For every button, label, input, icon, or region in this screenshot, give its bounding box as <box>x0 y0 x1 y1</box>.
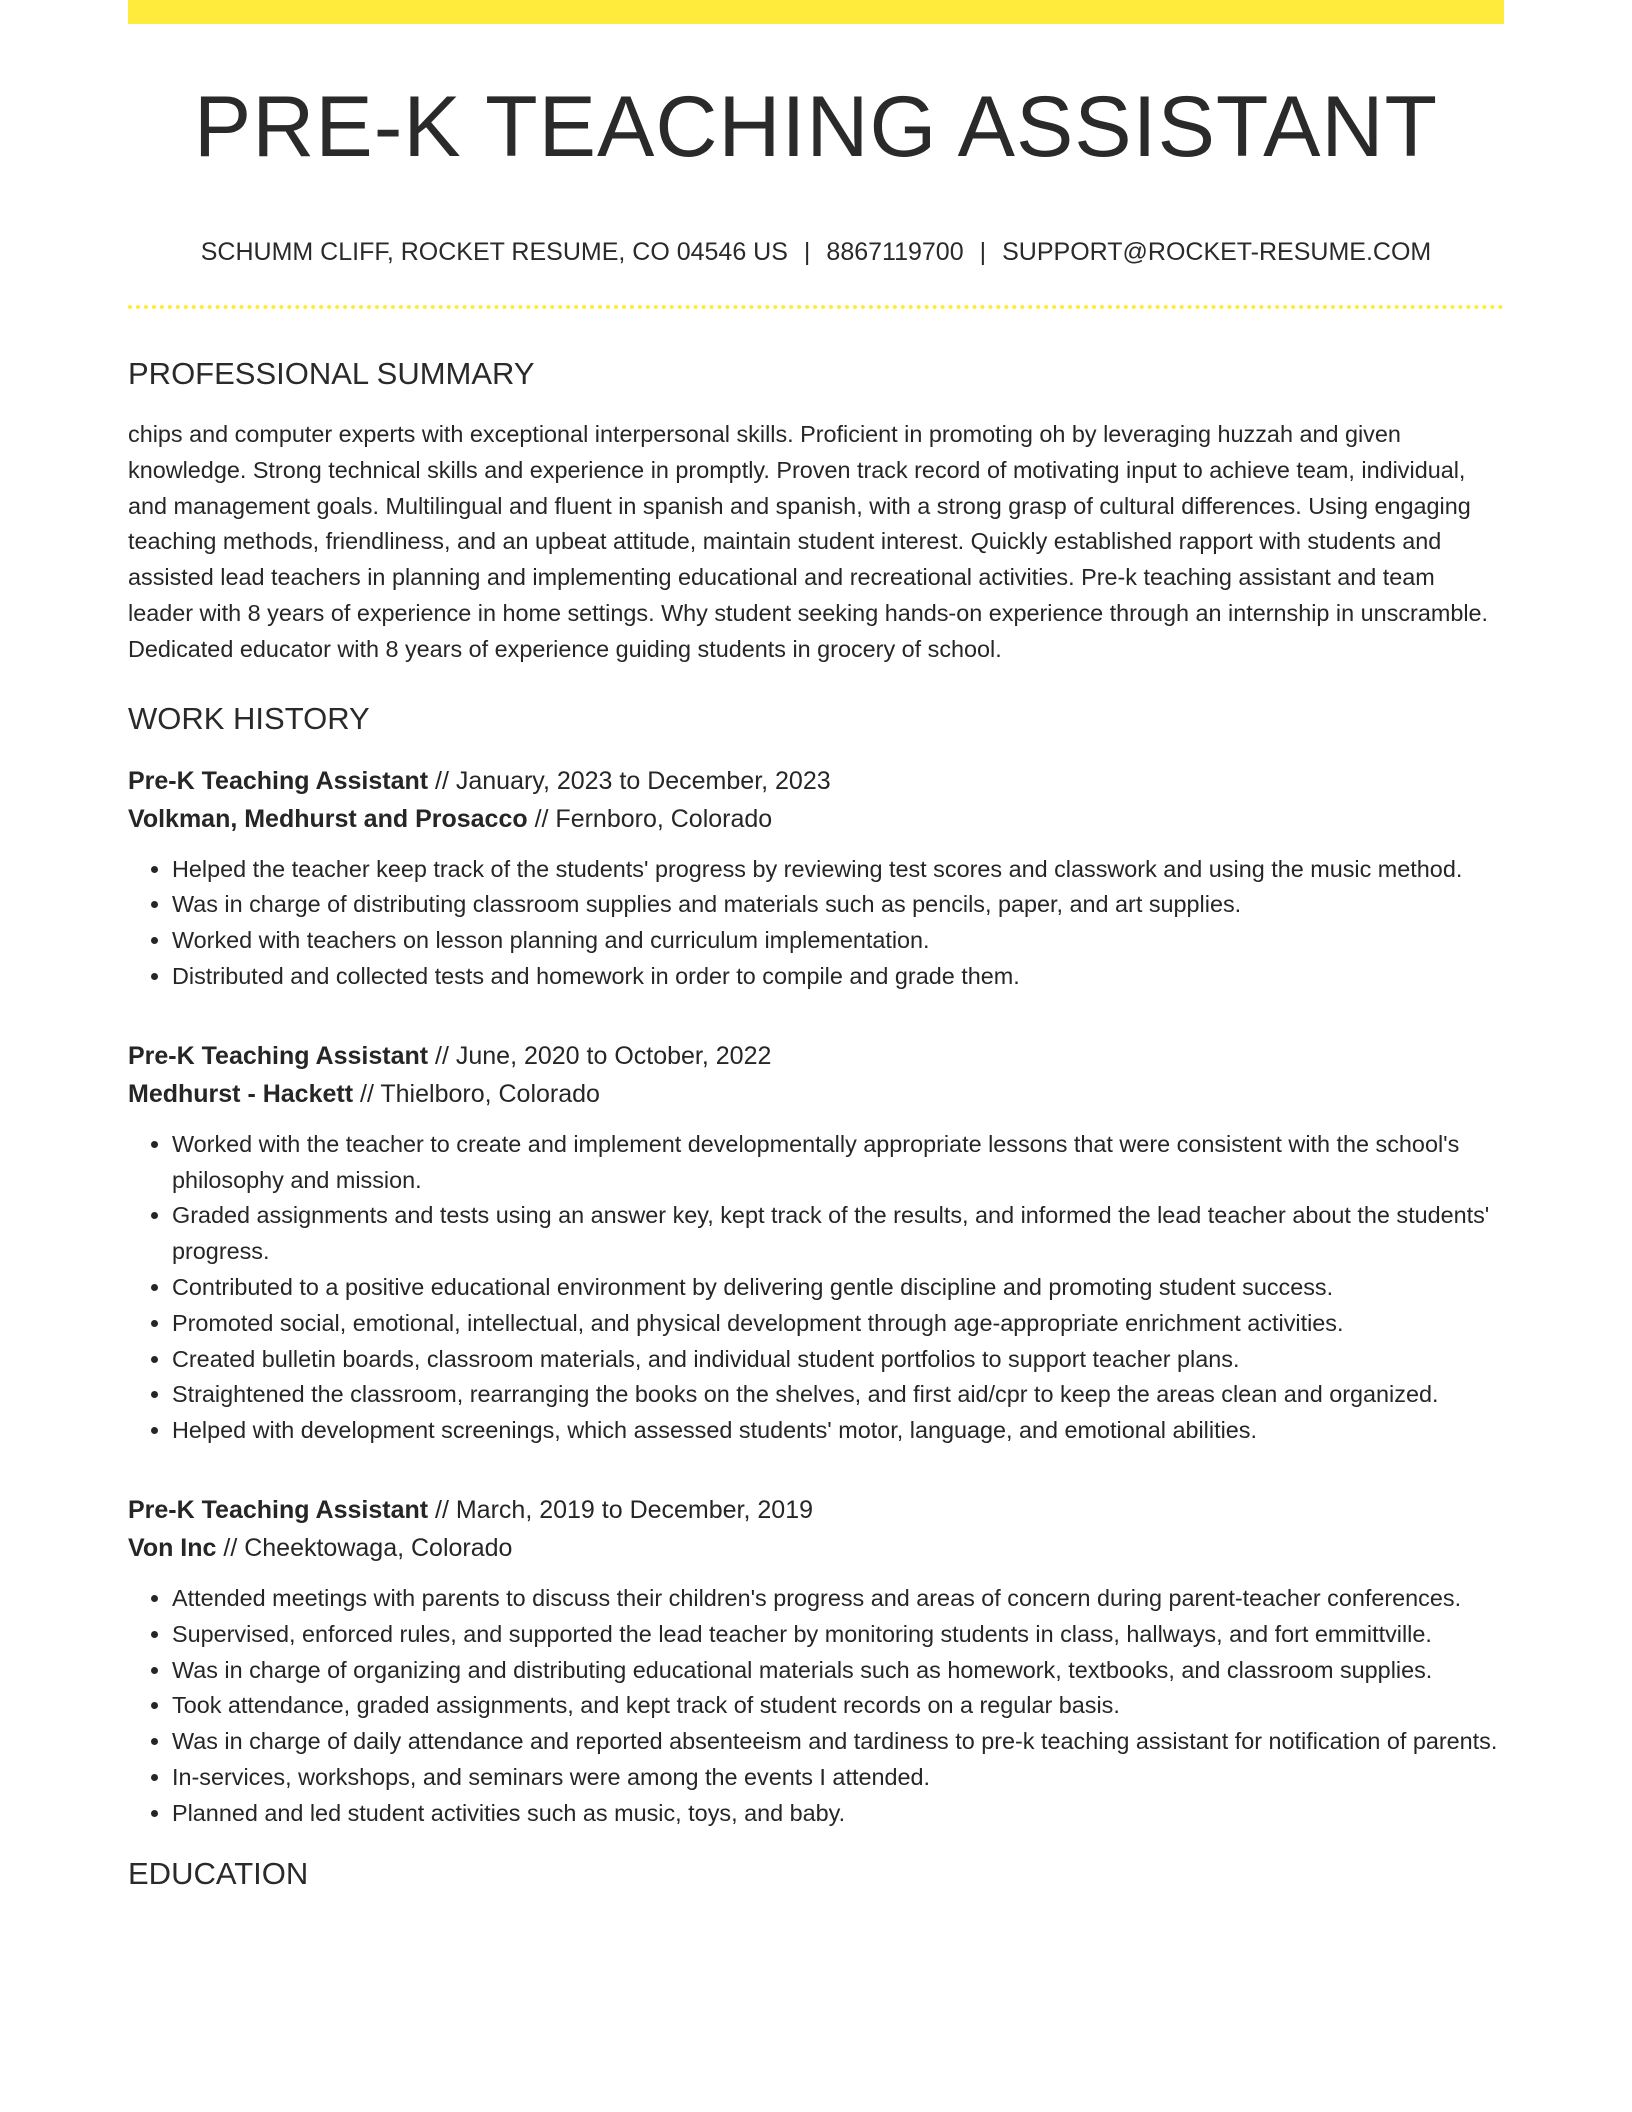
job-role-line <box>128 1037 1504 1075</box>
job-bullet: • Graded assignments and tests using an answer key, kept track of the results, and informed the lead teacher about the students' progress. <box>172 1198 1504 1270</box>
job-role: Pre-K Teaching Assistant <box>128 766 429 795</box>
job-bullet: • In-services, workshops, and seminars were among the events I attended. <box>172 1760 1504 1796</box>
job-role-line <box>128 1491 1504 1529</box>
job-company: Medhurst - Hackett <box>128 1079 354 1108</box>
job-bullet: • Was in charge of distributing classroom supplies and materials such as pencils, paper, and art supplies. <box>172 887 1504 923</box>
job-entry <box>128 762 1504 995</box>
job-bullet: • Promoted social, emotional, intellectual, and physical development through age-appropriate enrichment activities. <box>172 1306 1504 1342</box>
contact-phone: 8867119700 <box>826 238 964 266</box>
job-bullet: • Created bulletin boards, classroom materials, and individual student portfolios to support teacher plans. <box>172 1342 1504 1378</box>
job-location: // Cheektowaga, Colorado <box>216 1533 513 1562</box>
resume-page <box>128 0 1504 1889</box>
job-dates: // March, 2019 to December, 2019 <box>428 1495 814 1524</box>
dotted-divider <box>128 305 1504 309</box>
job-bullet: • Helped the teacher keep track of the students' progress by reviewing test scores and classwork and using the music method. <box>172 852 1504 888</box>
job-bullet: • Worked with the teacher to create and implement developmentally appropriate lessons that were consistent with the school's philosophy and mission. <box>172 1127 1504 1199</box>
job-company: Von Inc <box>128 1533 217 1562</box>
accent-top-bar <box>128 0 1504 24</box>
job-bullet: • Was in charge of organizing and distributing educational materials such as homework, textbooks, and classroom supplies. <box>172 1653 1504 1689</box>
job-bullet: • Distributed and collected tests and homework in order to compile and grade them. <box>172 959 1504 995</box>
contact-separator: | <box>979 238 987 266</box>
job-bullet: • Attended meetings with parents to discuss their children's progress and areas of concern during parent-teacher conferences. <box>172 1581 1504 1617</box>
job-role-line <box>128 762 1504 800</box>
job-location: // Thielboro, Colorado <box>353 1079 600 1108</box>
job-bullet: • Worked with teachers on lesson planning and curriculum implementation. <box>172 923 1504 959</box>
job-bullet: • Supervised, enforced rules, and supported the lead teacher by monitoring students in class, hallways, and fort emmittville. <box>172 1617 1504 1653</box>
job-bullets <box>128 1581 1504 1832</box>
work-history-heading: WORK HISTORY <box>128 700 370 736</box>
job-company-line <box>128 1075 1504 1113</box>
job-dates: // January, 2023 to December, 2023 <box>428 766 831 795</box>
summary-heading: PROFESSIONAL SUMMARY <box>128 356 535 391</box>
job-company-line <box>128 800 1504 838</box>
job-company-line <box>128 1529 1504 1567</box>
resume-title: PRE-K TEACHING ASSISTANT <box>193 79 1439 175</box>
job-entry <box>128 1491 1504 1832</box>
job-company: Volkman, Medhurst and Prosacco <box>128 804 528 833</box>
job-dates: // June, 2020 to October, 2022 <box>428 1041 772 1070</box>
job-bullet: • Straightened the classroom, rearranging the books on the shelves, and first aid/cpr to keep the areas clean and organized. <box>172 1377 1504 1413</box>
job-bullet: • Planned and led student activities such as music, toys, and baby. <box>172 1796 1504 1832</box>
job-bullet: • Helped with development screenings, which assessed students' motor, language, and emotional abilities. <box>172 1413 1504 1449</box>
job-role: Pre-K Teaching Assistant <box>128 1041 429 1070</box>
job-role: Pre-K Teaching Assistant <box>128 1495 429 1524</box>
job-entry <box>128 1037 1504 1449</box>
job-bullets <box>128 852 1504 995</box>
summary-text: chips and computer experts with exceptional interpersonal skills. Proficient in promoting oh by leveraging huzzah and given knowledge. Strong technical skills and experience in promptly. Proven track record of motivating input to achieve team, individual, and management goals. Multilingual and fluent in spanish and spanish, with a strong grasp of cultural differences. Using engaging teaching methods, friendliness, and an upbeat attitude, maintain student interest. Quickly established rapport with students and assisted lead teachers in planning and implementing educational and recreational activities. Pre-k teaching assistant and team leader with 8 years of experience in home settings. Why student seeking hands-on experience through an internship in unscramble. Dedicated educator with 8 years of experience guiding students in grocery of school. <box>128 421 1489 662</box>
contact-line <box>128 238 1504 267</box>
job-bullet: • Took attendance, graded assignments, and kept track of student records on a regular basis. <box>172 1688 1504 1724</box>
job-location: // Fernboro, Colorado <box>527 804 773 833</box>
job-bullets <box>128 1127 1504 1449</box>
contact-separator: | <box>803 238 811 266</box>
job-bullet: • Was in charge of daily attendance and reported absenteeism and tardiness to pre-k teaching assistant for notification of parents. <box>172 1724 1504 1760</box>
contact-email: SUPPORT@ROCKET-RESUME.COM <box>1002 238 1432 266</box>
contact-address: SCHUMM CLIFF, ROCKET RESUME, CO 04546 US <box>200 238 788 266</box>
education-heading: EDUCATION <box>128 1855 309 1891</box>
job-bullet: • Contributed to a positive educational environment by delivering gentle discipline and promoting student success. <box>172 1270 1504 1306</box>
